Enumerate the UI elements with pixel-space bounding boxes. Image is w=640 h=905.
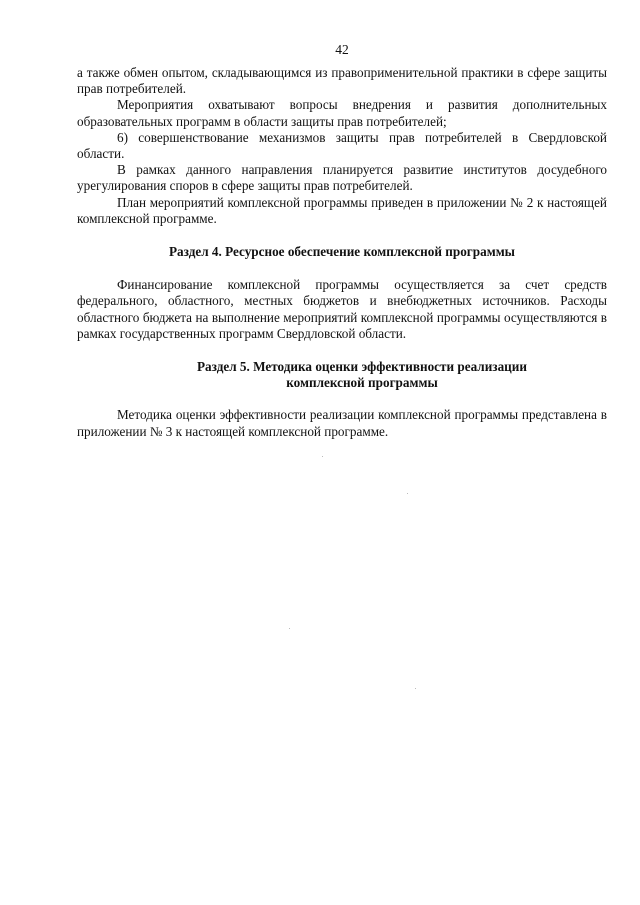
- section-4-text: Финансирование комплексной программы осуществляется за счет средств федерального, областного, местных бюджетов и внебюджетных источников. Расходы областного бюджета на выполнение мероприятий комплексной программы осуществляются в рамках государственных программ Свердловской области.: [77, 277, 607, 341]
- paragraph-consumer-experience: а также обмен опытом, складывающимся из правоприменительной практики в сфере защиты прав потребителей.: [77, 65, 607, 97]
- paragraph-action-plan: План мероприятий комплексной программы приведен в приложении № 2 к настоящей комплексной программе.: [77, 194, 607, 226]
- section-5-heading-line-2: комплексной программы: [286, 375, 438, 391]
- scan-speck: [322, 456, 323, 457]
- section-5-text: Методика оценки эффективности реализации комплексной программы представлена в приложении № 3 к настоящей комплексной программе.: [77, 407, 607, 439]
- paragraph-education-programs: Мероприятия охватывают вопросы внедрения и развития дополнительных образовательных программ в области защиты прав потребителей;: [77, 97, 607, 129]
- paragraph-pretrial-settlement: В рамках данного направления планируется развитие институтов досудебного урегулирования споров в сфере защиты прав потребителей.: [77, 162, 607, 194]
- section-4-heading: Раздел 4. Ресурсное обеспечение комплексной программы: [169, 244, 515, 260]
- scan-speck: [407, 493, 408, 494]
- scan-speck: [415, 688, 416, 689]
- scan-speck: [289, 628, 290, 629]
- page-content: [77, 65, 607, 440]
- section-5-heading: [77, 359, 607, 391]
- page-number: 42: [335, 42, 349, 57]
- paragraph-item-6: 6) совершенствование механизмов защиты прав потребителей в Свердловской области.: [77, 129, 607, 162]
- section-5-heading-line-1: Раздел 5. Методика оценки эффективности реализации: [197, 359, 527, 375]
